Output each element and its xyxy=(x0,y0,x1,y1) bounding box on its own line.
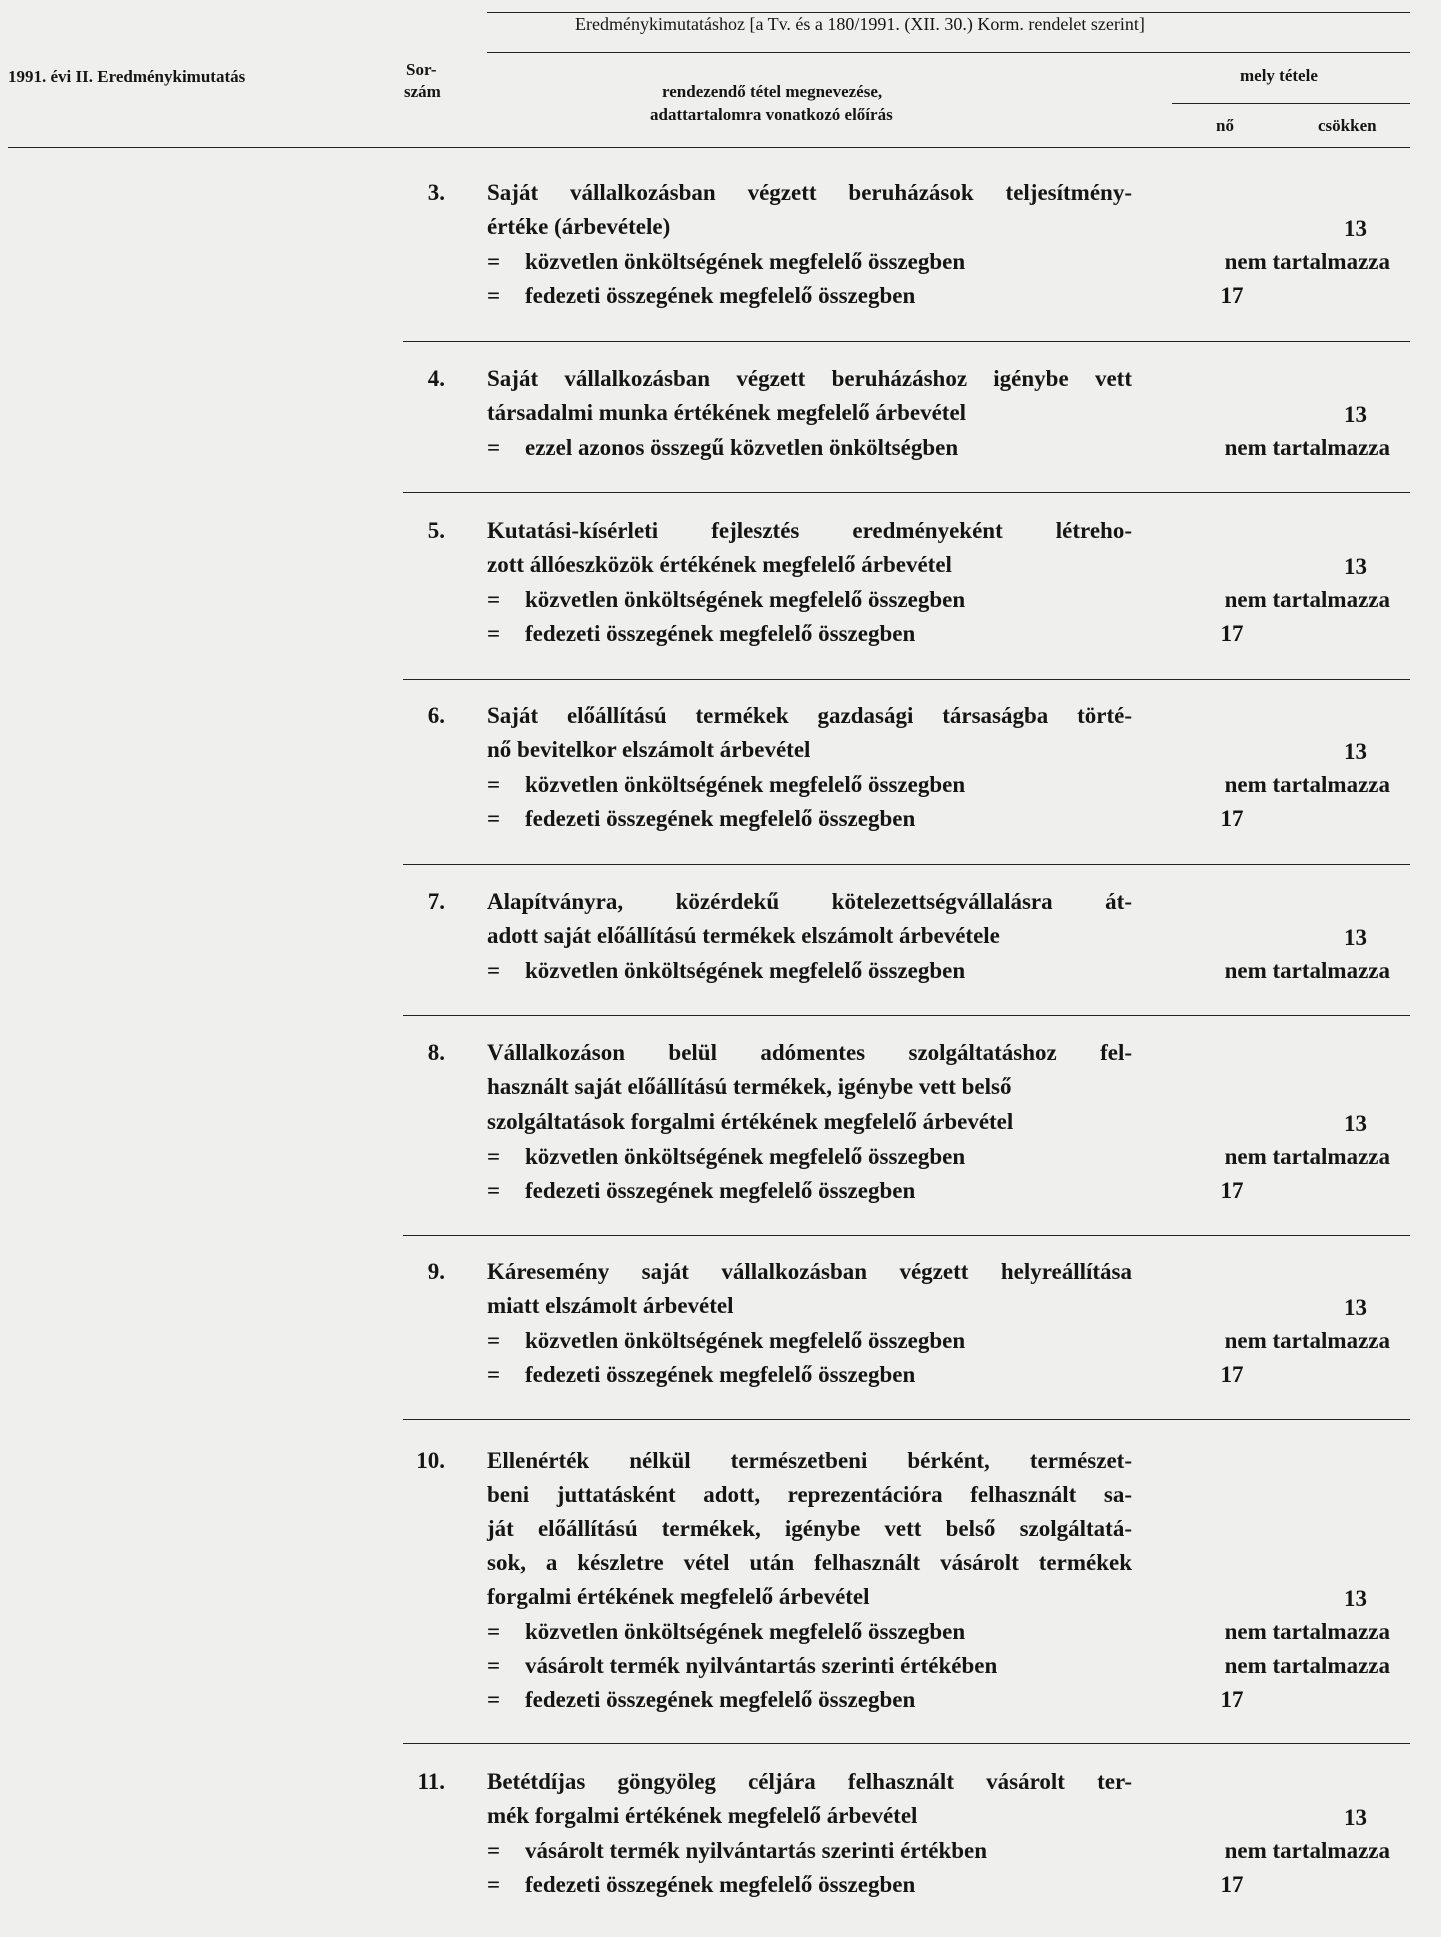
entry-number: 9. xyxy=(427,1259,445,1284)
entry-separator xyxy=(403,492,1410,493)
entry-text-line: forgalmi értékének megfelelő árbevétel xyxy=(487,1584,870,1609)
sub-item xyxy=(487,249,965,275)
increase-value: 17 xyxy=(1220,1362,1244,1387)
sub-item xyxy=(487,587,965,613)
decrease-value: 13 xyxy=(1344,925,1367,950)
equals-sign: = xyxy=(487,1687,501,1712)
sub-item-text: fedezeti összegének megfelelő összegben xyxy=(525,283,916,308)
decrease-value: 13 xyxy=(1344,739,1367,764)
sub-item xyxy=(487,1838,987,1864)
sub-item xyxy=(487,621,915,647)
equals-sign: = xyxy=(487,587,501,612)
entry-text-line: miatt elszámolt árbevétel xyxy=(487,1293,734,1318)
decrease-value: 13 xyxy=(1344,216,1367,241)
equals-sign: = xyxy=(487,1362,501,1387)
decrease-value: 13 xyxy=(1344,554,1367,579)
not-included-value: nem tartalmazza xyxy=(1224,249,1390,274)
entry-separator xyxy=(403,864,1410,865)
sub-item-text: fedezeti összegének megfelelő összegben xyxy=(525,1178,916,1203)
sub-item xyxy=(487,806,915,832)
increase-value: 17 xyxy=(1220,806,1244,831)
equals-sign: = xyxy=(487,958,501,983)
entry-text-line: Kutatási-kísérleti fejlesztés eredményeként létreho- xyxy=(487,518,1132,543)
entry-text-line: nő bevitelkor elszámolt árbevétel xyxy=(487,737,811,762)
entry-text-line: értéke (árbevétele) xyxy=(487,214,671,239)
header-col-increase: nő xyxy=(1216,116,1234,135)
sub-item-text: közvetlen önköltségének megfelelő összegben xyxy=(525,1619,966,1644)
entry-separator xyxy=(403,1419,1410,1420)
sub-item-text: vásárolt termék nyilvántartás szerinti értékben xyxy=(525,1838,988,1863)
equals-sign: = xyxy=(487,249,501,274)
entry-number: 10. xyxy=(416,1448,445,1473)
equals-sign: = xyxy=(487,621,501,646)
sub-item-text: közvetlen önköltségének megfelelő összegben xyxy=(525,587,966,612)
not-included-value: nem tartalmazza xyxy=(1224,1653,1390,1678)
header-mid-rule xyxy=(487,52,1410,53)
sub-item xyxy=(487,1362,915,1388)
sub-item-text: közvetlen önköltségének megfelelő összegben xyxy=(525,1328,966,1353)
sub-item xyxy=(487,958,965,984)
decrease-value: 13 xyxy=(1344,1586,1367,1611)
increase-value: 17 xyxy=(1220,621,1244,646)
sub-item xyxy=(487,1619,965,1645)
sub-item xyxy=(487,1653,997,1679)
decrease-value: 13 xyxy=(1344,1295,1367,1320)
sub-item xyxy=(487,283,915,309)
equals-sign: = xyxy=(487,435,501,460)
sub-item-text: közvetlen önköltségének megfelelő összegben xyxy=(525,249,966,274)
header-col-which: mely tétele xyxy=(1240,66,1318,85)
increase-value: 17 xyxy=(1220,283,1244,308)
not-included-value: nem tartalmazza xyxy=(1224,1619,1390,1644)
sub-item xyxy=(487,1178,915,1204)
header-col-desc-2: adattartalomra vonatkozó előírás xyxy=(650,105,893,124)
entry-text-line: Saját előállítású termékek gazdasági társaságba törté- xyxy=(487,703,1132,728)
equals-sign: = xyxy=(487,806,501,831)
not-included-value: nem tartalmazza xyxy=(1224,1838,1390,1863)
increase-value: 17 xyxy=(1220,1872,1244,1897)
not-included-value: nem tartalmazza xyxy=(1224,958,1390,983)
equals-sign: = xyxy=(487,1144,501,1169)
sub-item-text: vásárolt termék nyilvántartás szerinti értékében xyxy=(525,1653,998,1678)
sub-item-text: közvetlen önköltségének megfelelő összegben xyxy=(525,958,966,983)
entry-text-line: szolgáltatások forgalmi értékének megfelelő árbevétel xyxy=(487,1109,1014,1134)
header-col-desc-1: rendezendő tétel megnevezése, xyxy=(662,82,883,101)
decrease-value: 13 xyxy=(1344,402,1367,427)
header-main-title: Eredménykimutatáshoz [a Tv. és a 180/1991. (XII. 30.) Korm. rendelet szerint] xyxy=(575,14,1145,34)
entry-separator xyxy=(403,341,1410,342)
header-sub-rule xyxy=(1172,103,1410,104)
entry-text-line: Ellenérték nélkül természetbeni bérként, természet- xyxy=(487,1448,1132,1473)
not-included-value: nem tartalmazza xyxy=(1224,587,1390,612)
entry-number: 3. xyxy=(427,180,445,205)
entry-separator xyxy=(403,1743,1410,1744)
header-top-rule xyxy=(487,12,1410,13)
equals-sign: = xyxy=(487,772,501,797)
not-included-value: nem tartalmazza xyxy=(1224,1144,1390,1169)
sub-item xyxy=(487,1872,915,1898)
entry-number: 6. xyxy=(427,703,445,728)
header-sorszam-2: szám xyxy=(404,82,441,101)
entry-text-line: társadalmi munka értékének megfelelő árbevétel xyxy=(487,400,967,425)
entry-number: 4. xyxy=(427,366,445,391)
entry-text-line: Saját vállalkozásban végzett beruházáshoz igénybe vett xyxy=(487,366,1132,391)
header-bottom-rule xyxy=(8,147,1410,148)
equals-sign: = xyxy=(487,1178,501,1203)
sub-item xyxy=(487,1687,915,1713)
decrease-value: 13 xyxy=(1344,1111,1367,1136)
decrease-value: 13 xyxy=(1344,1805,1367,1830)
entry-separator xyxy=(403,1235,1410,1236)
header-col-decrease: csökken xyxy=(1318,116,1377,135)
increase-value: 17 xyxy=(1220,1178,1244,1203)
entry-text-line: ját előállítású termékek, igénybe vett belső szolgáltatá- xyxy=(487,1516,1132,1541)
sub-item xyxy=(487,1144,965,1170)
entry-number: 11. xyxy=(417,1769,445,1794)
sub-item-text: közvetlen önköltségének megfelelő összegben xyxy=(525,772,966,797)
equals-sign: = xyxy=(487,1653,501,1678)
entry-number: 8. xyxy=(427,1040,445,1065)
entry-text-line: mék forgalmi értékének megfelelő árbevétel xyxy=(487,1803,918,1828)
equals-sign: = xyxy=(487,1838,501,1863)
not-included-value: nem tartalmazza xyxy=(1224,435,1390,460)
sub-item-text: ezzel azonos összegű közvetlen önköltségben xyxy=(525,435,959,460)
equals-sign: = xyxy=(487,1619,501,1644)
sub-item xyxy=(487,772,965,798)
entry-text-line: használt saját előállítású termékek, igénybe vett belső xyxy=(487,1074,1012,1099)
entry-separator xyxy=(403,1015,1410,1016)
increase-value: 17 xyxy=(1220,1687,1244,1712)
entry-text-line: Saját vállalkozásban végzett beruházások teljesítmény- xyxy=(487,180,1132,205)
equals-sign: = xyxy=(487,1872,501,1897)
entry-separator xyxy=(403,679,1410,680)
sub-item-text: fedezeti összegének megfelelő összegben xyxy=(525,1362,916,1387)
sub-item-text: fedezeti összegének megfelelő összegben xyxy=(525,621,916,646)
not-included-value: nem tartalmazza xyxy=(1224,1328,1390,1353)
entry-text-line: adott saját előállítású termékek elszámolt árbevétele xyxy=(487,923,1000,948)
header-sorszam-1: Sor- xyxy=(406,60,437,79)
entry-text-line: beni juttatásként adott, reprezentációra felhasznált sa- xyxy=(487,1482,1132,1507)
header-left-title: 1991. évi II. Eredménykimutatás xyxy=(8,67,246,86)
entry-text-line: Alapítványra, közérdekű kötelezettségvállalásra át- xyxy=(487,889,1132,914)
equals-sign: = xyxy=(487,283,501,308)
entry-number: 7. xyxy=(427,889,445,914)
entry-text-line: Vállalkozáson belül adómentes szolgáltatáshoz fel- xyxy=(487,1040,1132,1065)
entry-text-line: Káresemény saját vállalkozásban végzett helyreállítása xyxy=(487,1259,1132,1284)
sub-item xyxy=(487,435,958,461)
not-included-value: nem tartalmazza xyxy=(1224,772,1390,797)
entry-number: 5. xyxy=(427,518,445,543)
entry-text-line: sok, a készletre vétel után felhasznált vásárolt termékek xyxy=(487,1550,1132,1575)
sub-item-text: közvetlen önköltségének megfelelő összegben xyxy=(525,1144,966,1169)
entry-text-line: Betétdíjas göngyöleg céljára felhasznált vásárolt ter- xyxy=(487,1769,1132,1794)
entry-text-line: zott állóeszközök értékének megfelelő árbevétel xyxy=(487,552,952,577)
equals-sign: = xyxy=(487,1328,501,1353)
sub-item xyxy=(487,1328,965,1354)
sub-item-text: fedezeti összegének megfelelő összegben xyxy=(525,1687,916,1712)
sub-item-text: fedezeti összegének megfelelő összegben xyxy=(525,806,916,831)
sub-item-text: fedezeti összegének megfelelő összegben xyxy=(525,1872,916,1897)
